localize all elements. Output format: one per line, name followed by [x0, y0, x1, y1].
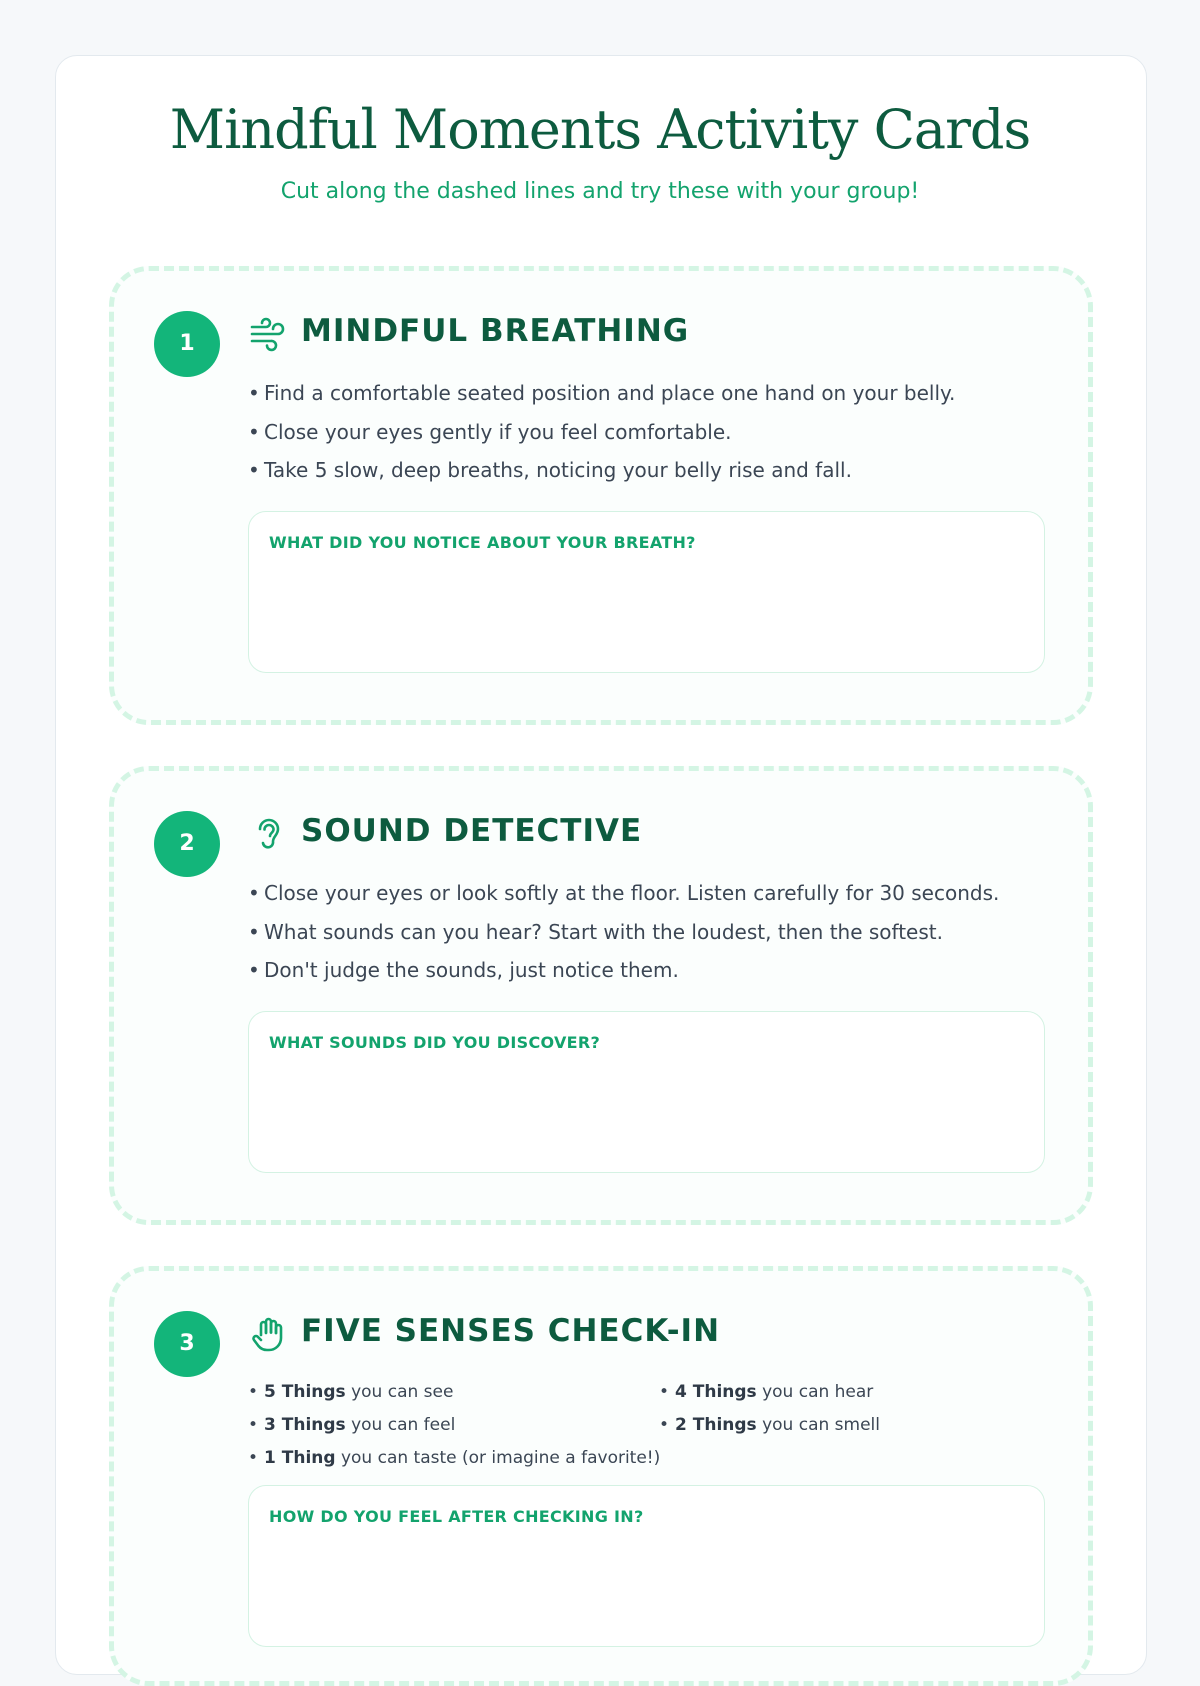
sense-item-taste: • 1 Thing you can taste (or imagine a favorite!) — [248, 1442, 948, 1475]
senses-list — [248, 1376, 948, 1475]
card-title: FIVE SENSES CHECK-IN — [301, 1313, 721, 1349]
reflection-prompt: WHAT SOUNDS DID YOU DISCOVER? — [269, 1033, 601, 1052]
page-subtitle: Cut along the dashed lines and try these with your group! — [280, 179, 920, 204]
page-title: Mindful Moments Activity Cards — [169, 98, 1031, 161]
instruction-list — [248, 874, 999, 990]
wind-icon — [249, 314, 289, 354]
hand-icon — [249, 1314, 289, 1354]
sense-item-feel: • 3 Things you can feel — [248, 1409, 659, 1442]
card-number-badge: 3 — [154, 1311, 220, 1377]
instruction-item: • Find a comfortable seated position and place one hand on your belly. — [248, 374, 955, 413]
ear-icon — [249, 814, 289, 854]
activity-card-sound-detective — [109, 766, 1093, 1225]
reflection-prompt: HOW DO YOU FEEL AFTER CHECKING IN? — [269, 1507, 644, 1526]
reflection-box[interactable] — [248, 1011, 1045, 1173]
sense-item-see: • 5 Things you can see — [248, 1376, 659, 1409]
reflection-prompt: WHAT DID YOU NOTICE ABOUT YOUR BREATH? — [269, 533, 696, 552]
card-title: SOUND DETECTIVE — [301, 813, 643, 849]
instruction-list — [248, 374, 955, 490]
sense-item-smell: • 2 Things you can smell — [659, 1409, 948, 1442]
sense-item-hear: • 4 Things you can hear — [659, 1376, 948, 1409]
instruction-item: • Don't judge the sounds, just notice them. — [248, 951, 999, 990]
card-number-badge: 1 — [154, 311, 220, 377]
activity-card-five-senses — [109, 1266, 1093, 1686]
activity-card-mindful-breathing — [109, 266, 1093, 725]
instruction-item: • What sounds can you hear? Start with the loudest, then the softest. — [248, 913, 999, 952]
instruction-item: • Take 5 slow, deep breaths, noticing your belly rise and fall. — [248, 451, 955, 490]
reflection-box[interactable] — [248, 1485, 1045, 1647]
card-title: MINDFUL BREATHING — [301, 313, 690, 349]
instruction-item: • Close your eyes or look softly at the floor. Listen carefully for 30 seconds. — [248, 874, 999, 913]
reflection-box[interactable] — [248, 511, 1045, 673]
card-number-badge: 2 — [154, 811, 220, 877]
instruction-item: • Close your eyes gently if you feel comfortable. — [248, 413, 955, 452]
